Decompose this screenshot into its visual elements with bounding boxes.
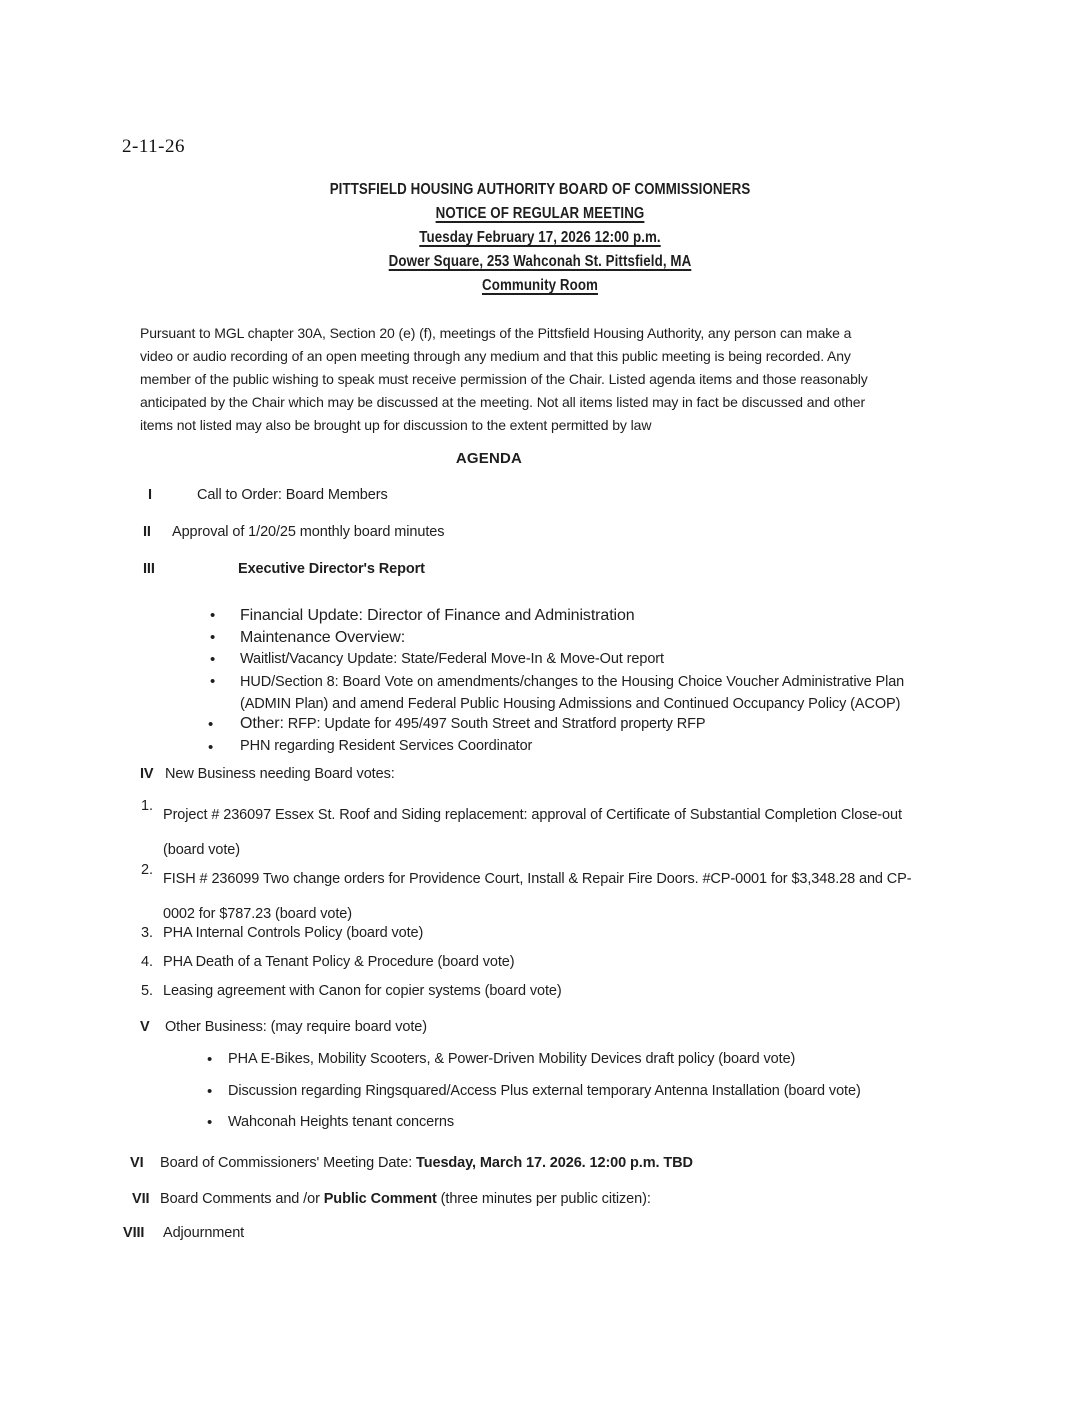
item-canon-lease: Leasing agreement with Canon for copier systems (board vote) <box>163 983 562 999</box>
bullet-wahconah-heights: Wahconah Heights tenant concerns <box>228 1114 454 1130</box>
bullet-icon <box>210 673 215 691</box>
bullet-icon <box>210 629 215 647</box>
comments-pre: Board Comments and /or <box>160 1191 324 1207</box>
org-title: PITTSFIELD HOUSING AUTHORITY BOARD OF COMMISSIONERS <box>329 181 751 198</box>
section-minutes-approval: Approval of 1/20/25 monthly board minutes <box>172 524 445 540</box>
bullet-icon <box>207 1083 212 1101</box>
section-numeral-vii: VII <box>132 1191 150 1207</box>
section-adjournment: Adjournment <box>163 1225 245 1241</box>
bullet-icon <box>210 607 215 625</box>
item-line: 0002 for $787.23 (board vote) <box>163 906 352 922</box>
item-death-of-tenant-policy: PHA Death of a Tenant Policy & Procedure (board vote) <box>163 954 515 970</box>
section-numeral-viii: VIII <box>123 1225 145 1241</box>
bullet-maintenance-overview: Maintenance Overview: <box>240 629 406 646</box>
section-numeral-vi: VI <box>130 1155 144 1171</box>
meeting-location: Dower Square, 253 Wahconah St. Pittsfield, MA <box>388 253 692 270</box>
item-fish-change-orders <box>163 862 911 932</box>
agenda-heading: AGENDA <box>455 450 523 467</box>
section-numeral-iii: III <box>143 561 155 577</box>
bullet-other-rfp <box>240 714 705 733</box>
open-meeting-preamble <box>140 322 868 437</box>
section-comments <box>160 1191 651 1208</box>
item-line: FISH # 236099 Two change orders for Providence Court, Install & Repair Fire Doors. #CP-0001 for $3,348.28 and CP- <box>163 871 912 887</box>
section-numeral-ii: II <box>143 524 151 540</box>
bullet-icon <box>210 651 215 669</box>
preamble-line: items not listed may also be brought up for discussion to the extent permitted by law <box>140 417 652 433</box>
bullet-antenna-discussion: Discussion regarding Ringsquared/Access Plus external temporary Antenna Installation (board vote) <box>228 1083 861 1099</box>
next-meeting-label: Board of Commissioners' Meeting Date: <box>160 1155 417 1171</box>
preamble-line: member of the public wishing to speak must receive permission of the Chair. Listed agenda items and those reasonably <box>140 371 868 387</box>
section-other-business: Other Business: (may require board vote) <box>165 1019 427 1035</box>
section-next-meeting <box>160 1155 693 1172</box>
section-numeral-v: V <box>140 1019 150 1035</box>
bullet-financial-update: Financial Update: Director of Finance and Administration <box>240 607 635 624</box>
preamble-line: video or audio recording of an open meeting through any medium and that this public meeting is being recorded. Any <box>140 348 851 364</box>
bullet-icon <box>207 1051 212 1069</box>
meeting-room: Community Room <box>482 277 598 294</box>
item-line: (board vote) <box>163 842 240 858</box>
section-new-business: New Business needing Board votes: <box>165 766 395 782</box>
comments-post: (three minutes per public citizen): <box>436 1191 651 1207</box>
bullet-icon <box>208 716 213 734</box>
item-internal-controls: PHA Internal Controls Policy (board vote) <box>163 925 424 941</box>
item-line: Project # 236097 Essex St. Roof and Siding replacement: approval of Certificate of Substantial Completion Close-out <box>163 807 902 823</box>
item-number: 3. <box>141 925 153 941</box>
meeting-datetime: Tuesday February 17, 2026 12:00 p.m. <box>419 229 661 246</box>
next-meeting-date: Tuesday, March 17. 2026. 12:00 p.m. TBD <box>416 1155 693 1171</box>
bullet-other-lead: Other: <box>240 715 284 732</box>
bullet-icon <box>208 739 213 757</box>
bullet-ebikes-policy: PHA E-Bikes, Mobility Scooters, & Power-Driven Mobility Devices draft policy (board vote) <box>228 1051 796 1067</box>
bullet-phn-coordinator: PHN regarding Resident Services Coordinator <box>240 738 533 754</box>
bullet-icon <box>207 1114 212 1132</box>
document-header <box>76 178 1005 298</box>
item-number: 5. <box>141 983 153 999</box>
notice-title: NOTICE OF REGULAR MEETING <box>435 205 645 222</box>
section-call-to-order: Call to Order: Board Members <box>197 487 388 503</box>
bullet-hud-line: HUD/Section 8: Board Vote on amendments/changes to the Housing Choice Voucher Administrative Plan <box>240 674 905 690</box>
bullet-hud-line: (ADMIN Plan) and amend Federal Public Housing Admissions and Continued Occupancy Policy (ACOP) <box>240 696 901 712</box>
bullet-other-rest: RFP: Update for 495/497 South Street and Stratford property RFP <box>283 716 706 732</box>
preamble-line: anticipated by the Chair which may be discussed at the meeting. Not all items listed may in fact be discussed and other <box>140 394 866 410</box>
item-essex-roof-siding <box>163 798 902 868</box>
page-date: 2-11-26 <box>122 136 185 157</box>
bullet-hud-section8 <box>240 671 904 715</box>
bullet-waitlist-vacancy: Waitlist/Vacancy Update: State/Federal Move-In & Move-Out report <box>240 651 664 667</box>
section-numeral-i: I <box>148 487 152 503</box>
comments-bold: Public Comment <box>323 1191 437 1207</box>
section-directors-report: Executive Director's Report <box>238 561 425 577</box>
item-number: 1. <box>141 798 153 814</box>
section-numeral-iv: IV <box>140 766 154 782</box>
item-number: 4. <box>141 954 153 970</box>
preamble-line: Pursuant to MGL chapter 30A, Section 20 (e) (f), meetings of the Pittsfield Housing Authority, any person can make a <box>140 325 852 341</box>
item-number: 2. <box>141 862 153 878</box>
